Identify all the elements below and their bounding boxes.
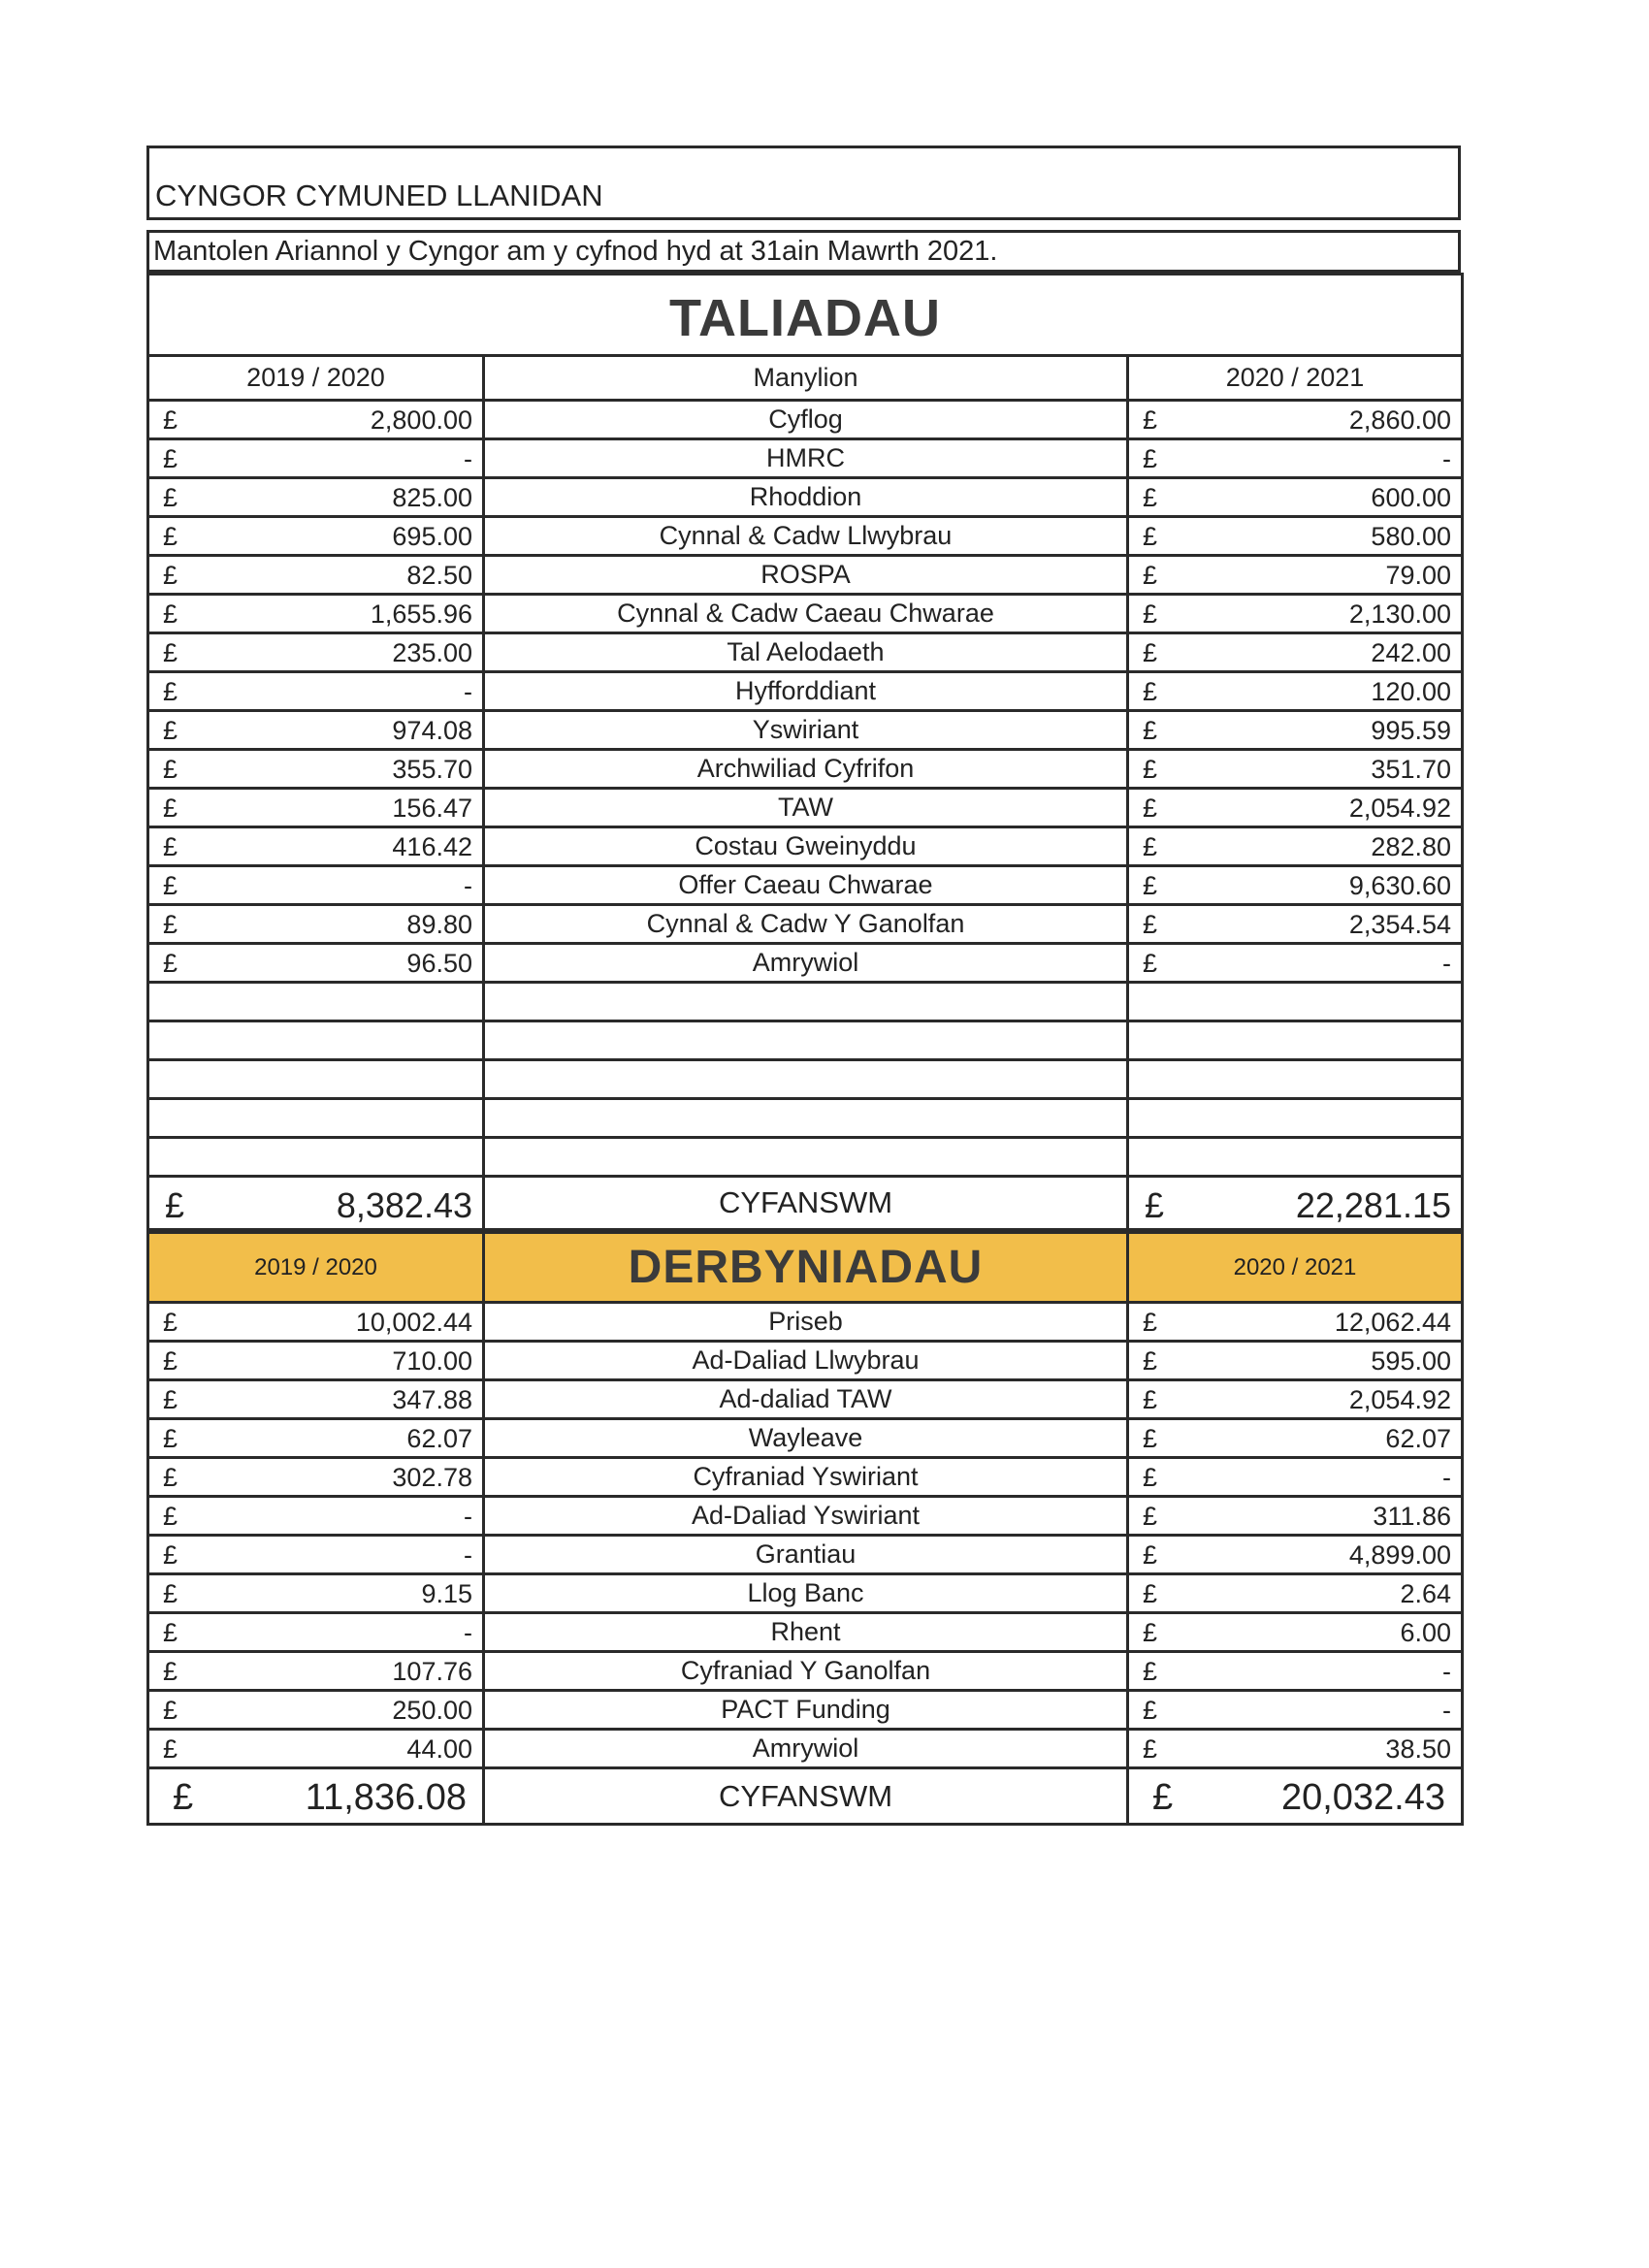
currency-symbol: £	[163, 561, 178, 590]
line-item-description: Cynnal & Cadw Llwybrau	[484, 517, 1128, 556]
payment-row	[148, 944, 1463, 983]
currency-symbol: £	[163, 638, 178, 667]
amount-prev-year: -	[464, 1502, 472, 1531]
amount-curr-year: 2,860.00	[1348, 405, 1452, 435]
currency-symbol: £	[1143, 1734, 1158, 1764]
line-item-description: TAW	[484, 789, 1128, 827]
currency-symbol: £	[163, 1618, 178, 1647]
col-header-prev-year: 2019 / 2020	[148, 356, 484, 401]
currency-symbol: £	[1143, 405, 1158, 435]
payment-row	[148, 827, 1463, 866]
line-item-description: Wayleave	[484, 1419, 1128, 1458]
payment-row	[148, 750, 1463, 789]
receipt-row	[148, 1613, 1463, 1652]
currency-symbol: £	[1143, 910, 1158, 939]
payments-table	[146, 273, 1464, 1231]
blank-row	[148, 1060, 1463, 1099]
amount-prev-year: 156.47	[392, 794, 472, 823]
currency-symbol: £	[1143, 716, 1158, 745]
amount-prev-year: 2,800.00	[370, 405, 472, 435]
amount-prev-year: 974.08	[392, 716, 472, 745]
line-item-description: Cyfraniad Yswiriant	[484, 1458, 1128, 1497]
currency-symbol: £	[163, 755, 178, 784]
amount-prev-year: 9.15	[421, 1579, 472, 1608]
currency-symbol: £	[1143, 871, 1158, 900]
currency-symbol: £	[163, 1424, 178, 1453]
amount-prev-year: -	[464, 871, 472, 900]
currency-symbol: £	[1143, 1463, 1158, 1492]
currency-symbol: £	[163, 910, 178, 939]
receipt-row	[148, 1652, 1463, 1691]
currency-symbol: £	[163, 1463, 178, 1492]
line-item-description: Cynnal & Cadw Caeau Chwarae	[484, 595, 1128, 633]
currency-symbol: £	[1143, 1308, 1158, 1337]
receipt-row	[148, 1419, 1463, 1458]
payment-row	[148, 595, 1463, 633]
payments-total-label: CYFANSWM	[484, 1177, 1128, 1230]
payment-row	[148, 401, 1463, 439]
line-item-description: Amrywiol	[484, 944, 1128, 983]
amount-prev-year: 82.50	[406, 561, 472, 590]
currency-symbol: £	[1143, 1346, 1158, 1376]
line-item-description: Tal Aelodaeth	[484, 633, 1128, 672]
currency-symbol: £	[1143, 1657, 1158, 1686]
amount-prev-year: 250.00	[392, 1696, 472, 1725]
currency-symbol: £	[163, 1502, 178, 1531]
line-item-description: Rhoddion	[484, 478, 1128, 517]
line-item-description: Hyfforddiant	[484, 672, 1128, 711]
currency-symbol: £	[173, 1777, 194, 1818]
amount-prev-year: 62.07	[406, 1424, 472, 1453]
payment-row	[148, 672, 1463, 711]
payments-banner	[148, 275, 1463, 356]
currency-symbol: £	[163, 522, 178, 551]
receipt-row	[148, 1536, 1463, 1574]
receipts-table	[146, 1231, 1464, 1826]
currency-symbol: £	[163, 716, 178, 745]
amount-curr-year: 120.00	[1371, 677, 1452, 706]
receipts-heading: DERBYNIADAU	[484, 1233, 1128, 1303]
amount-prev-year: 10,002.44	[355, 1308, 472, 1337]
amount-curr-year: 9,630.60	[1348, 871, 1452, 900]
currency-symbol: £	[1143, 949, 1158, 978]
receipts-total-curr: 20,032.43	[1280, 1777, 1445, 1818]
line-item-description: Archwiliad Cyfrifon	[484, 750, 1128, 789]
amount-curr-year: 12,062.44	[1334, 1308, 1451, 1337]
currency-symbol: £	[1143, 1696, 1158, 1725]
payments-total-prev: 8,382.43	[336, 1185, 472, 1225]
amount-curr-year: -	[1442, 444, 1452, 473]
col-header-curr-year: 2020 / 2021	[1128, 356, 1463, 401]
amount-curr-year: 2,054.92	[1348, 794, 1452, 823]
currency-symbol: £	[1143, 794, 1158, 823]
line-item-description: HMRC	[484, 439, 1128, 478]
blank-row	[148, 1138, 1463, 1177]
amount-prev-year: -	[464, 1540, 472, 1570]
amount-prev-year: 825.00	[392, 483, 472, 512]
receipt-row	[148, 1380, 1463, 1419]
line-item-description: Priseb	[484, 1303, 1128, 1342]
currency-symbol: £	[163, 1734, 178, 1764]
line-item-description: ROSPA	[484, 556, 1128, 595]
payment-row	[148, 866, 1463, 905]
line-item-description: Yswiriant	[484, 711, 1128, 750]
statement-subtitle: Mantolen Ariannol y Cyngor am y cyfnod hyd at 31ain Mawrth 2021.	[146, 230, 1461, 273]
payments-heading: TALIADAU	[148, 275, 1463, 356]
currency-symbol: £	[1145, 1185, 1165, 1225]
currency-symbol: £	[163, 871, 178, 900]
amount-prev-year: 235.00	[392, 638, 472, 667]
amount-curr-year: 351.70	[1371, 755, 1452, 784]
receipt-row	[148, 1730, 1463, 1768]
currency-symbol: £	[1143, 1502, 1158, 1531]
receipts-total-row	[148, 1768, 1463, 1825]
amount-prev-year: 89.80	[406, 910, 472, 939]
currency-symbol: £	[163, 1385, 178, 1414]
currency-symbol: £	[1152, 1777, 1174, 1818]
amount-prev-year: 695.00	[392, 522, 472, 551]
currency-symbol: £	[163, 949, 178, 978]
payment-row	[148, 633, 1463, 672]
currency-symbol: £	[163, 677, 178, 706]
amount-prev-year: 1,655.96	[370, 599, 472, 629]
payments-total-row	[148, 1177, 1463, 1230]
payment-row	[148, 789, 1463, 827]
payment-row	[148, 905, 1463, 944]
amount-curr-year: -	[1442, 1657, 1451, 1686]
line-item-description: Ad-Daliad Yswiriant	[484, 1497, 1128, 1536]
receipts-total-label: CYFANSWM	[484, 1768, 1128, 1825]
amount-curr-year: 595.00	[1371, 1346, 1451, 1376]
line-item-description: Cyflog	[484, 401, 1128, 439]
currency-symbol: £	[163, 1696, 178, 1725]
receipt-row	[148, 1691, 1463, 1730]
currency-symbol: £	[1143, 1424, 1158, 1453]
amount-prev-year: -	[464, 677, 472, 706]
currency-symbol: £	[1143, 1618, 1158, 1647]
amount-curr-year: 242.00	[1371, 638, 1452, 667]
currency-symbol: £	[1143, 561, 1158, 590]
payment-row	[148, 711, 1463, 750]
currency-symbol: £	[1143, 522, 1158, 551]
amount-prev-year: 107.76	[392, 1657, 472, 1686]
line-item-description: Cynnal & Cadw Y Ganolfan	[484, 905, 1128, 944]
amount-prev-year: 44.00	[406, 1734, 472, 1764]
currency-symbol: £	[1143, 483, 1158, 512]
payment-row	[148, 478, 1463, 517]
currency-symbol: £	[1143, 444, 1158, 473]
amount-curr-year: 2.64	[1400, 1579, 1451, 1608]
amount-curr-year: 2,054.92	[1348, 1385, 1451, 1414]
line-item-description: Offer Caeau Chwarae	[484, 866, 1128, 905]
line-item-description: PACT Funding	[484, 1691, 1128, 1730]
line-item-description: Costau Gweinyddu	[484, 827, 1128, 866]
payment-row	[148, 556, 1463, 595]
payment-row	[148, 517, 1463, 556]
amount-curr-year: 6.00	[1400, 1618, 1451, 1647]
currency-symbol: £	[1143, 1540, 1158, 1570]
receipts-col-prev-year: 2019 / 2020	[148, 1233, 484, 1303]
amount-curr-year: -	[1442, 1463, 1451, 1492]
amount-prev-year: 347.88	[392, 1385, 472, 1414]
amount-curr-year: -	[1442, 949, 1452, 978]
currency-symbol: £	[1143, 755, 1158, 784]
currency-symbol: £	[1143, 832, 1158, 861]
currency-symbol: £	[163, 599, 178, 629]
currency-symbol: £	[1143, 677, 1158, 706]
line-item-description: Rhent	[484, 1613, 1128, 1652]
balance-sheet	[146, 146, 1461, 1826]
receipts-header-row	[148, 1233, 1463, 1303]
amount-curr-year: 79.00	[1385, 561, 1452, 590]
receipt-row	[148, 1303, 1463, 1342]
currency-symbol: £	[163, 1579, 178, 1608]
payments-total-curr: 22,281.15	[1295, 1185, 1452, 1225]
currency-symbol: £	[163, 794, 178, 823]
receipt-row	[148, 1458, 1463, 1497]
amount-prev-year: 416.42	[392, 832, 472, 861]
blank-row	[148, 1021, 1463, 1060]
line-item-description: Amrywiol	[484, 1730, 1128, 1768]
amount-curr-year: 2,354.54	[1348, 910, 1452, 939]
currency-symbol: £	[163, 1346, 178, 1376]
currency-symbol: £	[163, 1308, 178, 1337]
line-item-description: Grantiau	[484, 1536, 1128, 1574]
currency-symbol: £	[163, 483, 178, 512]
receipt-row	[148, 1497, 1463, 1536]
currency-symbol: £	[163, 1657, 178, 1686]
blank-row	[148, 983, 1463, 1021]
amount-prev-year: 302.78	[392, 1463, 472, 1492]
currency-symbol: £	[1143, 1385, 1158, 1414]
amount-prev-year: -	[464, 444, 472, 473]
currency-symbol: £	[1143, 1579, 1158, 1608]
amount-curr-year: 62.07	[1385, 1424, 1451, 1453]
receipt-row	[148, 1574, 1463, 1613]
amount-curr-year: 282.80	[1371, 832, 1452, 861]
currency-symbol: £	[163, 1540, 178, 1570]
amount-curr-year: 311.86	[1373, 1502, 1451, 1531]
line-item-description: Ad-daliad TAW	[484, 1380, 1128, 1419]
amount-prev-year: 710.00	[392, 1346, 472, 1376]
currency-symbol: £	[165, 1185, 185, 1225]
payment-row	[148, 439, 1463, 478]
currency-symbol: £	[163, 405, 178, 435]
amount-curr-year: 600.00	[1371, 483, 1452, 512]
currency-symbol: £	[163, 444, 178, 473]
amount-curr-year: 38.50	[1385, 1734, 1451, 1764]
amount-curr-year: 4,899.00	[1348, 1540, 1451, 1570]
amount-curr-year: 995.59	[1371, 716, 1452, 745]
amount-curr-year: 580.00	[1371, 522, 1452, 551]
receipts-col-curr-year: 2020 / 2021	[1128, 1233, 1463, 1303]
blank-row	[148, 1099, 1463, 1138]
receipts-total-prev: 11,836.08	[305, 1777, 467, 1818]
col-header-description: Manylion	[484, 356, 1128, 401]
payments-header-row	[148, 356, 1463, 401]
amount-prev-year: 355.70	[392, 755, 472, 784]
currency-symbol: £	[1143, 638, 1158, 667]
amount-curr-year: 2,130.00	[1348, 599, 1452, 629]
amount-curr-year: -	[1442, 1696, 1451, 1725]
currency-symbol: £	[1143, 599, 1158, 629]
org-title: CYNGOR CYMUNED LLANIDAN	[146, 146, 1461, 220]
amount-prev-year: -	[464, 1618, 472, 1647]
currency-symbol: £	[163, 832, 178, 861]
line-item-description: Cyfraniad Y Ganolfan	[484, 1652, 1128, 1691]
line-item-description: Llog Banc	[484, 1574, 1128, 1613]
line-item-description: Ad-Daliad Llwybrau	[484, 1342, 1128, 1380]
amount-prev-year: 96.50	[406, 949, 472, 978]
receipt-row	[148, 1342, 1463, 1380]
